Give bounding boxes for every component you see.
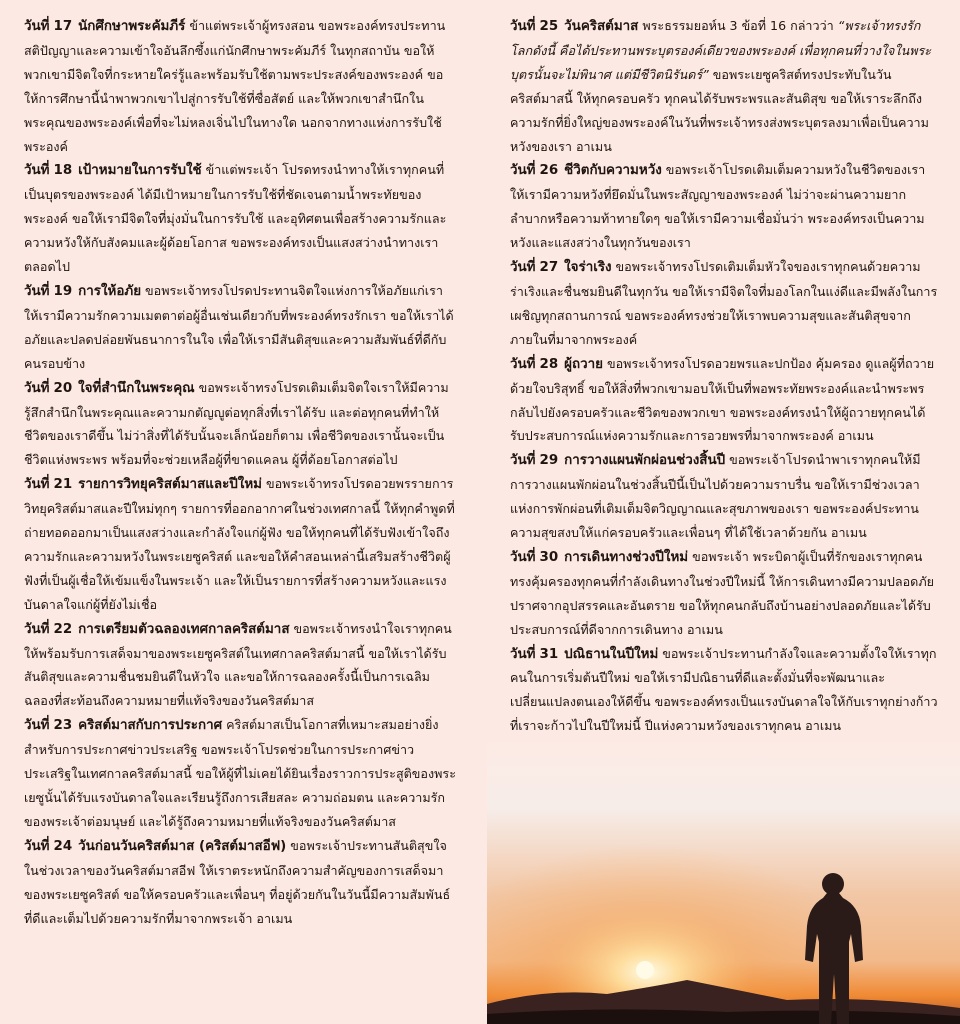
sunset-silhouette-photo: [487, 738, 960, 1024]
prayer-entry-17: [24, 14, 456, 158]
entry-text: ขอพระเยซูคริสต์ทรงประทับในวันคริสต์มาสนี้ ให้ทุกครอบครัว ทุกคนได้รับพระพรและสันติสุข ขอให้เราระลึกถึงความรักที่ยิ่งใหญ่ของพระองค์ในวันที่พระเจ้าทรงส่งพระบุตรลงมาเพื่อเป็นความหวังของเรา อาเมน: [510, 66, 929, 154]
entry-text: ขอพระเจ้าประทานกำลังใจและความตั้งใจให้เราทุกคนในการเริ่มต้นปีใหม่ ขอให้เรามีปณิธานที่ดีและตั้งมั่นที่จะพัฒนาและเปลี่ยนแปลงตนเองให้ดีขึ้น ขอพระองค์ทรงเป็นแรงบันดาลใจให้กับเราทุกย่างก้าวที่เราจะก้าวไปในปีใหม่นี้ ปีแห่งความหวังของเราทุกคน อาเมน: [510, 645, 938, 734]
prayer-entry-31: [510, 642, 938, 739]
entry-heading: วันที่ 27 ใจร่าเริง: [510, 260, 612, 276]
sunset-scene: [487, 738, 960, 1024]
prayer-entry-29: [510, 448, 938, 545]
prayer-entry-22: [24, 617, 456, 714]
sun: [636, 961, 654, 979]
prayer-entry-24: [24, 834, 456, 931]
entry-heading: วันที่ 24 วันก่อนวันคริสต์มาส (คริสต์มาสอีฟ): [24, 838, 287, 854]
entry-heading: วันที่ 21 รายการวิทยุคริสต์มาสและปีใหม่: [24, 477, 262, 493]
entry-text: ขอพระเจ้าทรงโปรดอวยพรและปกป้อง คุ้มครอง ดูแลผู้ที่ถวายด้วยใจบริสุทธิ์ ขอให้สิ่งที่พวกเขามอบให้เป็นที่พอพระทัยพระองค์และนำพระพรกลับไปยังครอบครัวและชีวิตของพวกเขา ขอพระองค์ทรงนำให้ผู้ถวายทุกคนได้รับประสบการณ์แห่งความรักและการอวยพรที่มาจากพระองค์ อาเมน: [510, 355, 935, 444]
prayer-entry-27: [510, 255, 938, 352]
entry-heading: วันที่ 25 วันคริสต์มาส: [510, 19, 639, 34]
entry-text: ขอพระเจ้าทรงโปรดเติมเต็มหัวใจของเราทุกคนด้วยความร่าเริงและชื่นชมยินดีในทุกวัน ขอให้เรามีจิตใจที่มองโลกในแง่ดีและมีพลังในการเผชิญทุกสถานการณ์ ขอพระองค์ทรงช่วยให้เราพบความสุขและสันติสุขจากภายในที่มาจากพระองค์: [510, 259, 938, 347]
prayer-entry-30: [510, 545, 938, 642]
entry-text: ข้าแต่พระเจ้า โปรดทรงนำทางให้เราทุกคนที่เป็นบุตรของพระองค์ ได้มีเป้าหมายในการรับใช้ที่ชัดเจนตามน้ำพระทัยของพระองค์ ขอให้เรามีจิตใจที่มุ่งมั่นในการรับใช้ และอุทิศตนเพื่อสร้างความรักและความหวังให้กับสังคมและผู้ด้อยโอกาส ขอพระองค์ทรงเป็นแสงสว่างนำทางเราตลอดไป: [24, 162, 447, 275]
entry-text: ขอพระเจ้า พระบิดาผู้เป็นที่รักของเราทุกคน ทรงคุ้มครองทุกคนที่กำลังเดินทางในช่วงปีใหม่นี้ ให้การเดินทางมีความปลอดภัย ปราศจากอุปสรรคและอันตราย ขอให้ทุกคนกลับถึงบ้านอย่างปลอดภัยและได้รับประสบการณ์ที่ดีจากการเดินทาง อาเมน: [510, 548, 934, 637]
prayer-entry-18: [24, 158, 456, 279]
entry-text: ขอพระเจ้าทรงโปรดอวยพรรายการวิทยุคริสต์มาสและปีใหม่ทุกๆ รายการที่ออกอากาศในช่วงเทศกาลนี้ ให้ทุกคำพูดที่ถ่ายทอดออกมาเป็นแสงสว่างและกำลังใจแก่ผู้ฟัง ขอให้ทุกคนที่ได้รับฟังเข้าใจถึงความรักและความหวังในพระเยซูคริสต์ และขอให้คำสอนเหล่านี้เสริมสร้างชีวิตผู้ฟังที่เป็นผู้เชื่อให้เข้มแข็งในพระเจ้า และให้เป็นรายการที่สร้างความหวังและแรงบันดาลใจแก่ผู้ที่ยังไม่เชื่อ: [24, 476, 455, 612]
entry-heading: วันที่ 29 การวางแผนพักผ่อนช่วงสิ้นปี: [510, 453, 726, 469]
entry-text: ขอพระเจ้าโปรดเติมเต็มความหวังในชีวิตของเรา ให้เรามีความหวังที่ยึดมั่นในพระสัญญาของพระองค์ ไม่ว่าจะผ่านความยากลำบากหรือความท้าทายใดๆ ขอให้เรามีความเชื่อมั่นว่า พระองค์ทรงเป็นความหวังและแสงสว่างในทุกวันของเรา: [510, 162, 926, 251]
entry-text: ขอพระเจ้าประทานสันติสุขใจในช่วงเวลาของวันคริสต์มาสอีฟ ให้เราตระหนักถึงความสำคัญของการเสด็จมาของพระเยซูคริสต์ ขอให้ครอบครัวและเพื่อนๆ ที่อยู่ด้วยกันในวันนี้มีความสัมพันธ์ที่ดีและเต็มไปด้วยความรักที่มาจากพระเจ้า อาเมน: [24, 837, 451, 926]
entry-heading: วันที่ 20 ใจที่สำนึกในพระคุณ: [24, 380, 195, 396]
entry-heading: วันที่ 28 ผู้ถวาย: [510, 356, 603, 372]
entry-heading: วันที่ 31 ปณิธานในปีใหม่: [510, 646, 659, 662]
prayer-entry-28: [510, 352, 938, 449]
prayer-entry-21: [24, 472, 456, 616]
entry-heading: วันที่ 19 การให้อภัย: [24, 283, 142, 299]
right-column: [510, 14, 938, 738]
entry-heading: วันที่ 30 การเดินทางช่วงปีใหม่: [510, 549, 689, 565]
entry-text: ขอพระเจ้าทรงนำใจเราทุกคนให้พร้อมรับการเสด็จมาของพระเยซูคริสต์ในเทศกาลคริสต์มาสนี้ ขอให้เราได้รับสันติสุขและความชื่นชมยินดีในหัวใจ และขอให้การฉลองครั้งนี้เป็นการเฉลิมฉลองที่สะท้อนถึงความหมายที่แท้จริงของวันคริสต์มาส: [24, 620, 452, 709]
entry-text-intro: พระธรรมยอห์น 3 ข้อที่ 16 กล่าวว่า: [642, 18, 838, 33]
entry-heading: วันที่ 26 ชีวิตกับความหวัง: [510, 163, 662, 179]
entry-text: ข้าแต่พระเจ้าผู้ทรงสอน ขอพระองค์ทรงประทานสติปัญญาและความเข้าใจอันลึกซึ้งแก่นักศึกษาพระคัมภีร์ ในทุกสถาบัน ขอให้พวกเขามีจิตใจที่กระหายใคร่รู้และพร้อมรับใช้ตามพระประสงค์ของพระองค์ ขอให้การศึกษานี้นำพาพวกเขาไปสู่การรับใช้ที่ซื่อสัตย์ และให้พวกเขาสำนึกในพระคุณของพระองค์เพื่อที่จะไม่หลงเจิ่นไปในทางใด นอกจากทางแห่งการรับใช้พระองค์: [24, 18, 446, 154]
top-fade: [487, 738, 960, 798]
left-column: [24, 14, 456, 930]
prayer-entry-20: [24, 376, 456, 473]
entry-text: ขอพระเจ้าทรงโปรดประทานจิตใจแห่งการให้อภัยแก่เรา ให้เรามีความรักความเมตตาต่อผู้อื่นเช่นเดียวกับที่พระองค์ทรงรักเรา ขอให้เราได้อภัยและปลดปล่อยพันธนาการในใจ เพื่อให้เรามีสันติสุขและความสัมพันธ์ที่ดีกับคนรอบข้าง: [24, 282, 454, 371]
entry-heading: วันที่ 17 นักศึกษาพระคัมภีร์: [24, 19, 186, 34]
scripture-quote: “พระเจ้าทรงรักโลกดังนี้ คือได้ประทานพระบุตรองค์เดียวของพระองค์ เพื่อทุกคนที่วางใจในพระบุตรนั้นจะไม่พินาศ แต่มีชีวิตนิรันดร์”: [510, 18, 932, 82]
prayer-entry-26: [510, 158, 938, 255]
prayer-entry-25: [510, 14, 938, 158]
entry-heading: วันที่ 18 เป้าหมายในการรับใช้: [24, 163, 202, 179]
entry-text: ขอพระเจ้าทรงโปรดเติมเต็มจิตใจเราให้มีความรู้สึกสำนึกในพระคุณและความกตัญญูต่อทุกสิ่งที่เราได้รับ และต่อทุกคนที่ทำให้ชีวิตของเราดีขึ้น ไม่ว่าสิ่งที่ได้รับนั้นจะเล็กน้อยก็ตาม เพื่อชีวิตของเรานั้นจะเป็นชีวิตแห่งพระพร พร้อมที่จะช่วยเหลือผู้ที่ขาดแคลน ผู้ที่ด้อยโอกาสต่อไป: [24, 379, 449, 468]
entry-heading: วันที่ 23 คริสต์มาสกับการประกาศ: [24, 718, 223, 734]
prayer-entry-19: [24, 279, 456, 376]
entry-heading: วันที่ 22 การเตรียมตัวฉลองเทศกาลคริสต์มาส: [24, 621, 290, 637]
entry-text: คริสต์มาสเป็นโอกาสที่เหมาะสมอย่างยิ่งสำหรับการประกาศข่าวประเสริฐ ขอพระเจ้าโปรดช่วยในการประกาศข่าวประเสริฐในเทศกาลคริสต์มาสนี้ ขอให้ผู้ที่ไม่เคยได้ยินเรื่องราวการประสูติของพระเยซูนั้นได้รับแรงบันดาลใจและเรียนรู้ถึงการเสียสละ ความถ่อมตน และความรักของพระเจ้าต่อมนุษย์ และได้รู้ถึงความหมายที่แท้จริงของวันคริสต์มาส: [24, 717, 456, 829]
entry-text: ขอพระเจ้าโปรดนำพาเราทุกคนให้มีการวางแผนพักผ่อนในช่วงสิ้นปีนี้เป็นไปด้วยความราบรื่น ขอให้เรามีช่วงเวลาแห่งการพักผ่อนที่เติมเต็มจิตวิญญาณและสุขภาพของเรา ขอพระองค์ประทานความสุขสงบให้แก่ครอบครัวและเพื่อนๆ ที่ได้ใช้เวลาด้วยกัน อาเมน: [510, 452, 921, 541]
prayer-entry-23: [24, 713, 456, 834]
